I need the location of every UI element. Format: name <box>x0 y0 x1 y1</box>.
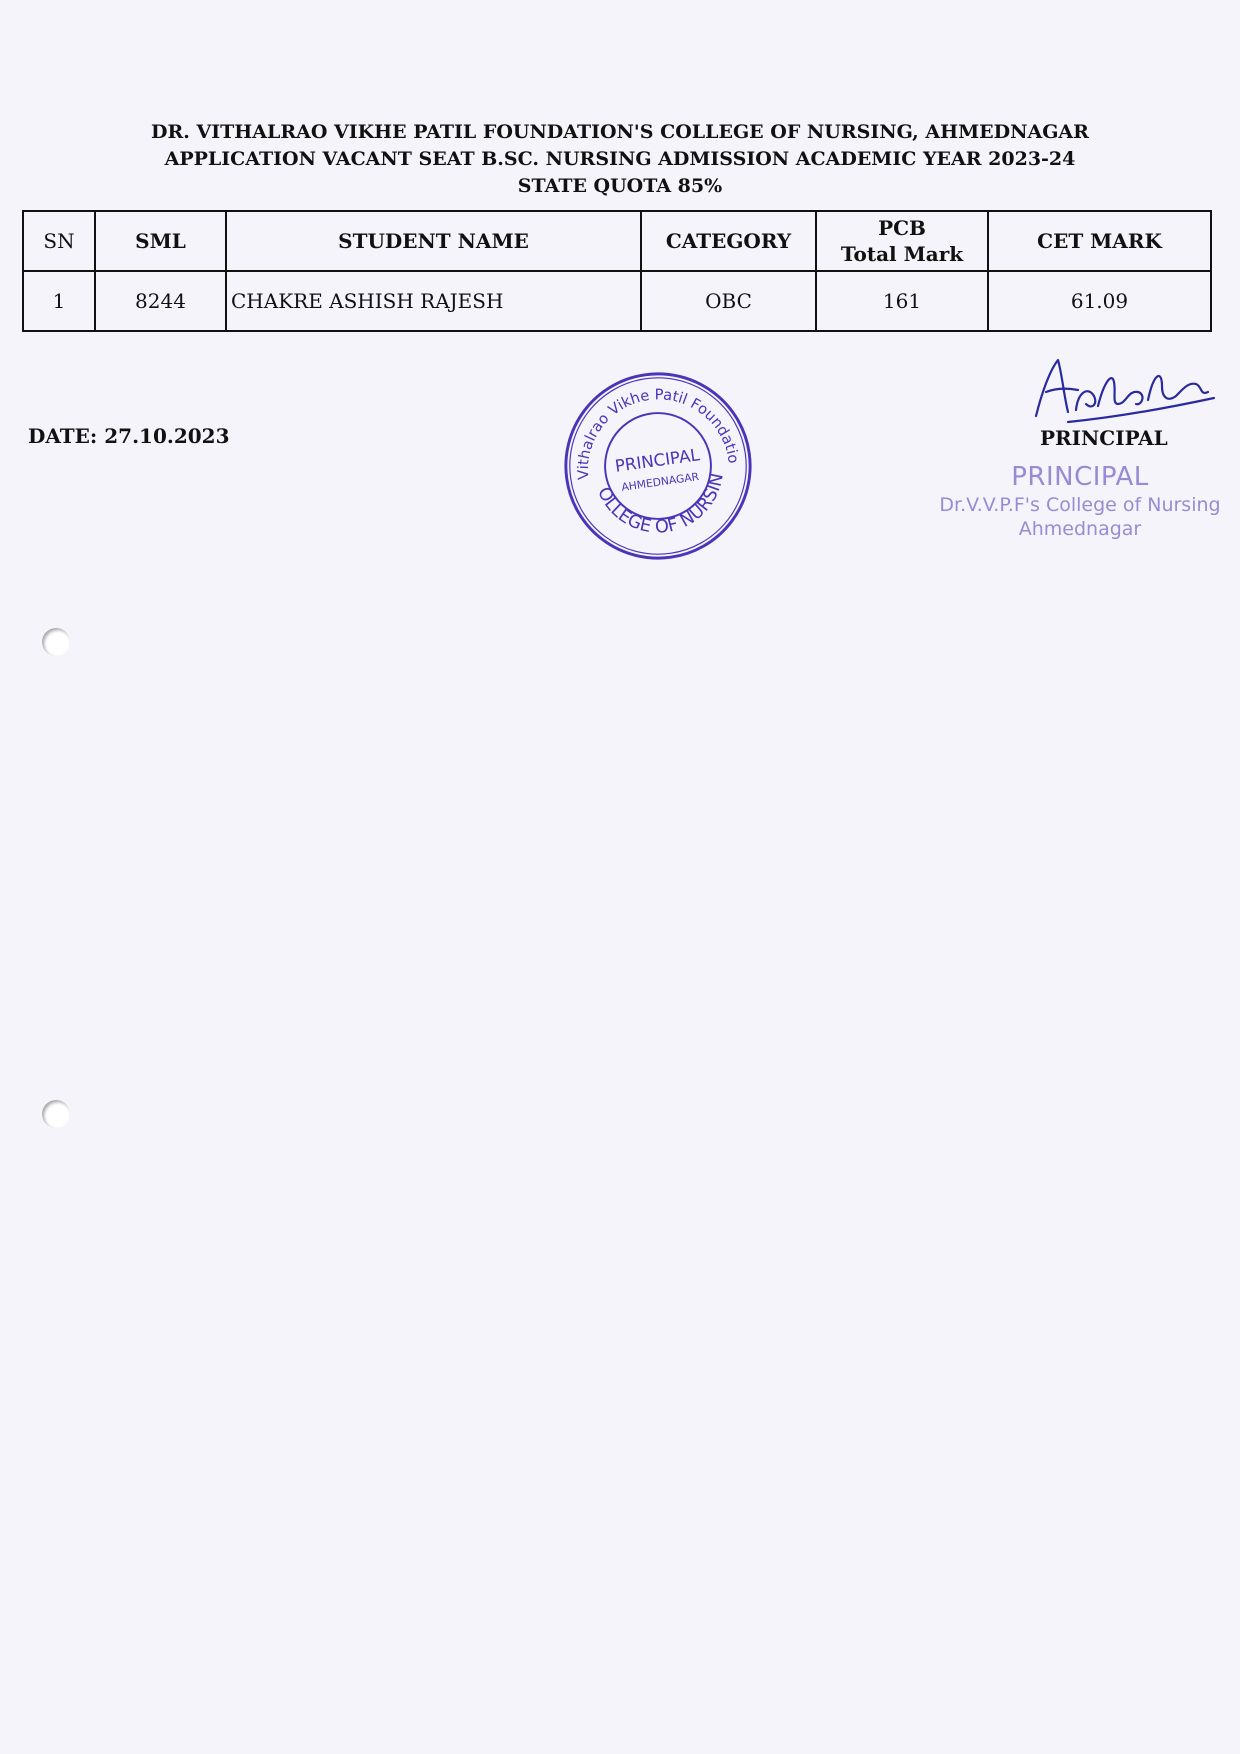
cell-cet-mark: 61.09 <box>988 271 1211 331</box>
seal-ring-top-text: Vithalrao Vikhe Patil Foundation's <box>574 386 742 481</box>
principal-signature <box>1028 352 1218 426</box>
cell-pcb-total-mark: 161 <box>816 271 988 331</box>
stamp-title: PRINCIPAL <box>1011 462 1149 492</box>
column-header-student-name: STUDENT NAME <box>226 211 641 271</box>
cell-sn: 1 <box>23 271 95 331</box>
column-header-pcb <box>816 211 988 271</box>
seal-center-city: AHMEDNAGAR <box>620 470 700 494</box>
college-seal <box>560 368 756 564</box>
stamp-city: Ahmednagar <box>1018 518 1142 540</box>
seal-center-title: PRINCIPAL <box>613 445 701 476</box>
pcb-header-line2: Total Mark <box>840 242 964 266</box>
heading-quota: STATE QUOTA 85% <box>517 175 723 197</box>
document-date <box>28 424 230 448</box>
pcb-header-line1: PCB <box>878 216 926 240</box>
cell-sml: 8244 <box>95 271 226 331</box>
signatory-label: PRINCIPAL <box>1040 426 1168 450</box>
column-header-sml: SML <box>95 211 226 271</box>
column-header-category: CATEGORY <box>641 211 816 271</box>
punch-hole-top <box>42 628 70 656</box>
vacant-seat-table <box>22 210 1212 332</box>
date-value: 27.10.2023 <box>104 424 230 448</box>
column-header-cet-mark: CET MARK <box>988 211 1211 271</box>
punch-hole-bottom <box>42 1100 70 1128</box>
principal-stamp <box>920 462 1240 540</box>
table-header-row <box>23 211 1211 271</box>
table-row <box>23 271 1211 331</box>
heading-institution: DR. VITHALRAO VIKHE PATIL FOUNDATION'S COLLEGE OF NURSING, AHMEDNAGAR <box>151 121 1089 143</box>
stamp-college: Dr.V.V.P.F's College of Nursing <box>939 494 1221 516</box>
cell-student-name: CHAKRE ASHISH RAJESH <box>226 271 641 331</box>
heading-admission: APPLICATION VACANT SEAT B.SC. NURSING ADMISSION ACADEMIC YEAR 2023-24 <box>164 148 1076 170</box>
seal-ring-bottom-text: COLLEGE OF NURSING <box>592 471 728 538</box>
document-heading <box>0 119 1240 200</box>
cell-category: OBC <box>641 271 816 331</box>
column-header-sn: SN <box>23 211 95 271</box>
date-label: DATE: <box>28 424 98 448</box>
